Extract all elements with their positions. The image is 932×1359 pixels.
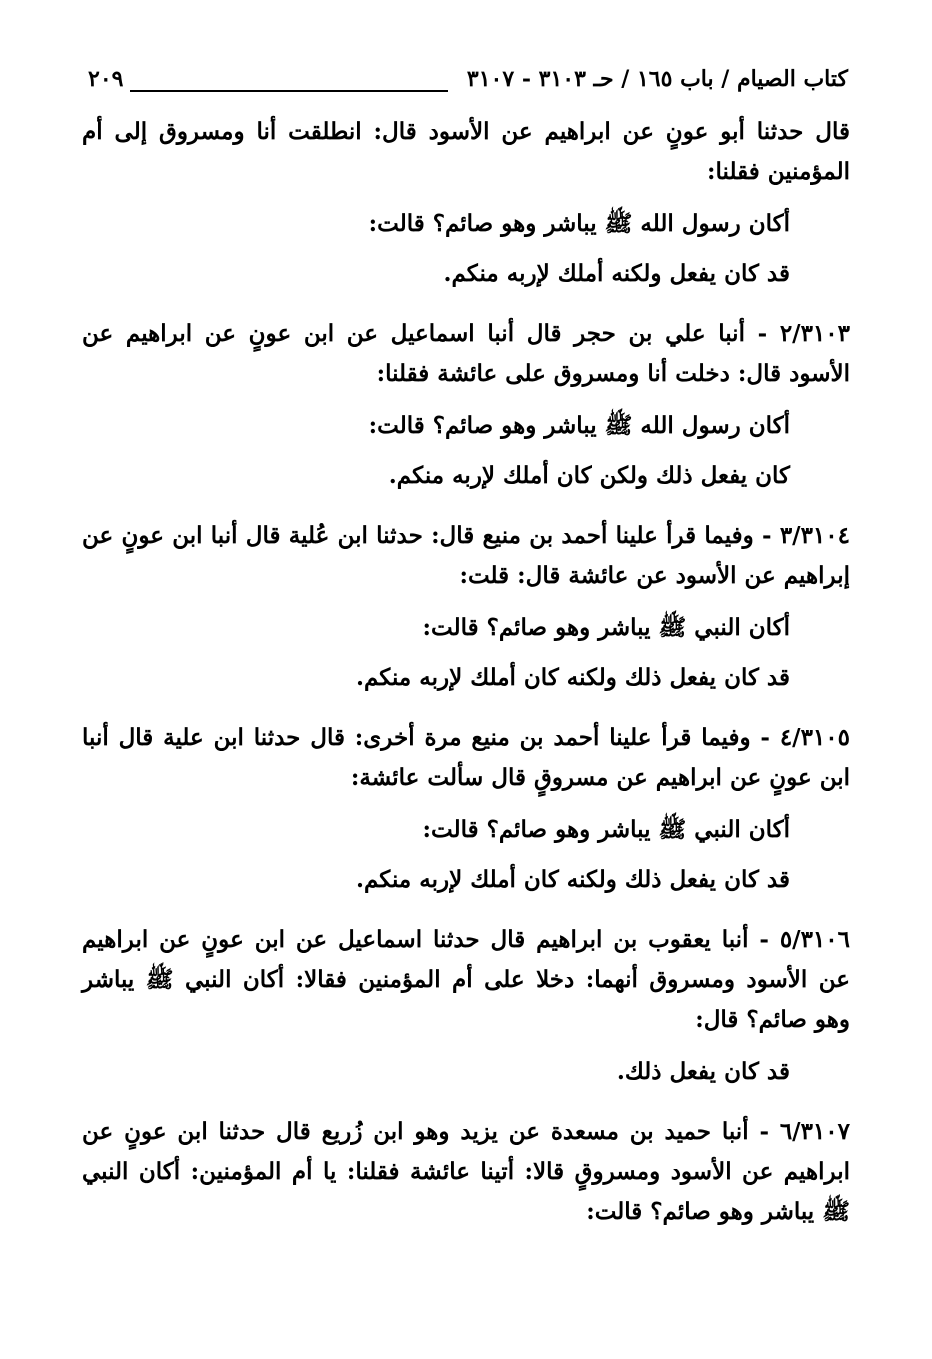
running-title: كتاب الصيام / باب ١٦٥ / حـ ٣١٠٣ - ٣١٠٧: [466, 66, 848, 92]
quoted-line: قد كان يفعل ذلك ولكنه كان أملك لإربه منكم.: [355, 866, 790, 893]
hadith-paragraph: ٦/٣١٠٧ - أنبا حميد بن مسعدة عن يزيد وهو ابن زُريع قال حدثنا ابن عونٍ عن ابراهيم عن الأسود ومسروقٍ قالا: أتينا عائشة فقلنا: يا أم المؤمنين: أكان النبي ﷺ يباشر وهو صائم؟ قالت:: [82, 1118, 850, 1225]
quoted-line: قد كان يفعل ذلك ولكنه كان أملك لإربه منكم.: [355, 664, 790, 691]
hadith-paragraph: ٢/٣١٠٣ - أنبا علي بن حجر قال أنبا اسماعيل عن ابن عونٍ عن ابراهيم عن الأسود قال: دخلت أنا ومسروق على عائشة فقلنا:: [82, 320, 850, 387]
quoted-line: قد كان يفعل ذلك.: [616, 1058, 790, 1085]
page-number: ٢٠٩: [88, 66, 124, 92]
quoted-line: قد كان يفعل ولكنه أملك لإربه منكم.: [443, 260, 790, 287]
paragraph: قال حدثنا أبو عونٍ عن ابراهيم عن الأسود قال: انطلقت أنا ومسروق إلى أم المؤمنين فقلنا:: [82, 118, 850, 185]
quoted-line: أكان النبي ﷺ يباشر وهو صائم؟ قالت:: [422, 816, 790, 843]
quoted-line: كان يفعل ذلك ولكن كان أملك لإربه منكم.: [388, 462, 790, 489]
quoted-line: أكان رسول الله ﷺ يباشر وهو صائم؟ قالت:: [368, 210, 790, 237]
hadith-paragraph: ٤/٣١٠٥ - وفيما قرأ علينا أحمد بن منيع مرة أخرى: قال حدثنا ابن علية قال أنبا ابن عونٍ عن ابراهيم عن مسروقٍ قال سألت عائشة:: [82, 724, 850, 791]
quoted-line: أكان النبي ﷺ يباشر وهو صائم؟ قالت:: [422, 614, 790, 641]
header-rule: [130, 90, 448, 92]
hadith-paragraph: ٥/٣١٠٦ - أنبا يعقوب بن ابراهيم قال حدثنا اسماعيل عن ابن عونٍ عن ابراهيم عن الأسود ومسروق أنهما: دخلا على أم المؤمنين فقالا: أكان النبي ﷺ يباشر وهو صائم؟ قال:: [82, 926, 850, 1033]
hadith-paragraph: ٣/٣١٠٤ - وفيما قرأ علينا أحمد بن منيع قال: حدثنا ابن عُلية قال أنبا ابن عونٍ عن إبراهيم عن الأسود عن عائشة قال: قلت:: [82, 522, 850, 589]
quoted-line: أكان رسول الله ﷺ يباشر وهو صائم؟ قالت:: [368, 412, 790, 439]
page-body: [82, 112, 850, 1244]
page-header: [88, 62, 848, 102]
